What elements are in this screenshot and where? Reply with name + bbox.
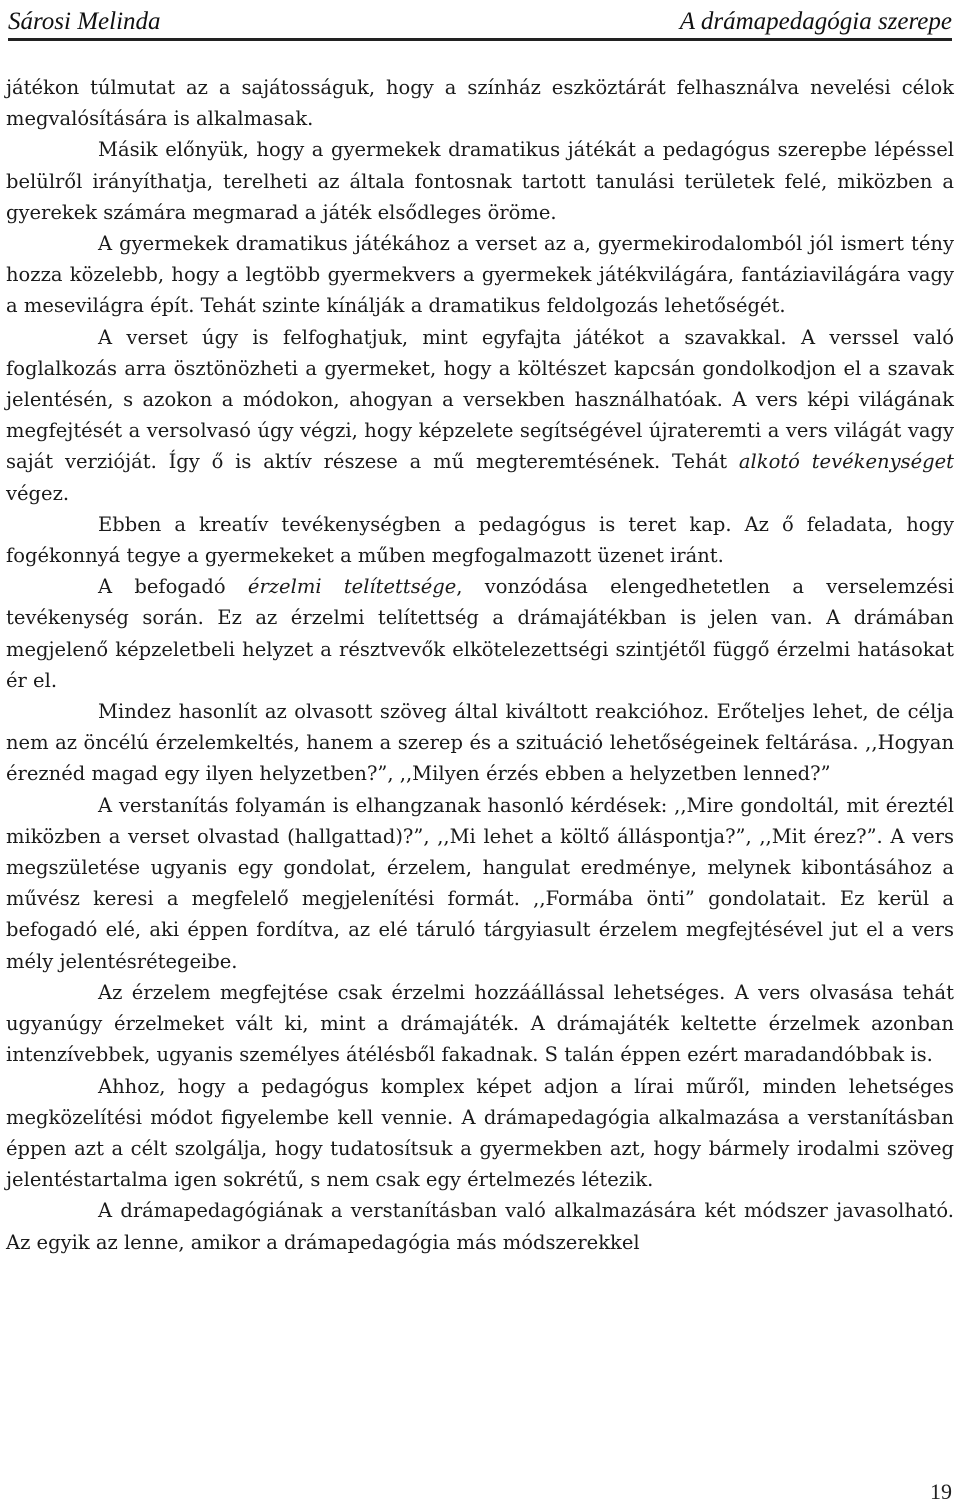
- paragraph: [6, 571, 954, 696]
- paragraph: Mindez hasonlít az olvasott szöveg által kiváltott reakcióhoz. Erőteljes lehet, de célja nem az öncélú érzelemkeltés, hanem a szerep és a szituáció lehetőségeinek feltárása. ,,Hogyan éreznéd magad egy ilyen helyzetben?”, ,,Milyen érzés ebben a helyzetben lenned?”: [6, 700, 954, 786]
- paragraph: [6, 322, 954, 509]
- paragraph: Másik előnyük, hogy a gyermekek dramatikus játékát a pedagógus szerepbe lépéssel belülről irányíthatja, terelheti az általa fontosnak tartott tanulási területek felé, miközben a gyerekek számára megmarad a játék elsődleges öröme.: [6, 138, 954, 224]
- running-header: [8, 0, 952, 41]
- page-number: 19: [930, 1479, 952, 1504]
- paragraph-text: A befogadó: [98, 575, 248, 599]
- paragraph: játékon túlmutat az a sajátosságuk, hogy a színház eszköztárát felhasználva nevelési célok megvalósítására is alkalmasak.: [6, 76, 954, 131]
- header-title: A drámapedagógia szerepe: [679, 8, 952, 35]
- paragraph-text: végez.: [6, 481, 70, 505]
- paragraph-text: , vonzódása elengedhetetlen a verselemzési tevékenység során. Ez az érzelmi telítettség a drámajátékban is jelen van. A drámában megjelenő képzeletbeli helyzet a résztvevők elkötelezettségi szintjétől függő érzelmi hatásokat ér el.: [6, 575, 955, 692]
- paragraph: A gyermekek dramatikus játékához a verset az a, gyermekirodalomból jól ismert tény hozza közelebb, hogy a legtöbb gyermekvers a gyermekek játékvilágára, fantáziavilágára vagy a mesevilágra épít. Tehát szinte kínálják a dramatikus feldolgozás lehetőségét.: [6, 232, 954, 318]
- emphasis: érzelmi telítettsége: [247, 575, 457, 599]
- paragraph: Ahhoz, hogy a pedagógus komplex képet adjon a lírai műről, minden lehetséges megközelítési módot figyelembe kell vennie. A drámapedagógia alkalmazása a verstanításban éppen azt a célt szolgálja, hogy tudatosítsuk a gyermekben azt, hogy bármely irodalmi szöveg jelentéstartalma igen sokrétű, s nem csak egy értelmezés létezik.: [6, 1074, 954, 1192]
- emphasis: alkotó tevékenységet: [738, 450, 954, 474]
- paragraph: Az érzelem megfejtése csak érzelmi hozzáállással lehetséges. A vers olvasása tehát ugyanúgy érzelmeket vált ki, mint a drámajáték. A drámajáték keltette érzelmek azonban intenzívebbek, ugyanis személyes átélésből fakadnak. S talán éppen ezért maradandóbbak is.: [6, 980, 954, 1067]
- paragraph: Ebben a kreatív tevékenységben a pedagógus is teret kap. Az ő feladata, hogy fogékonnyá tegye a gyermekeket a műben megfogalmazott üzenet iránt.: [6, 512, 954, 568]
- paragraph: A drámapedagógiának a verstanításban való alkalmazására két módszer javasolható. Az egyik az lenne, amikor a drámapedagógia más módszerekkel: [6, 1199, 954, 1254]
- body-text: [6, 72, 954, 1258]
- paragraph: A verstanítás folyamán is elhangzanak hasonló kérdések: ,,Mire gondoltál, mit éreztél miközben a verset olvastad (hallgattad)?”, ,,Mi lehet a költő álláspontja?”, ,,Mit érez?”. A vers megszületése ugyanis egy gondolat, érzelem, hangulat eredménye, melynek kibontásához a művész keresi a megfelelő megjelenítési formát. ,,Formába önti” gondolatait. Ez kerül a befogadó elé, aki éppen fordítva, az elé táruló tárgyiasult érzelem megfejtésével jut el a vers mély jelentésrétegeibe.: [6, 793, 954, 973]
- header-author: Sárosi Melinda: [8, 8, 161, 35]
- paragraph-text: A verset úgy is felfoghatjuk, mint egyfajta játékot a szavakkal. A verssel való foglalkozás arra ösztönözheti a gyermeket, hogy a költészet kapcsán gondolkodjon el a szavak jelentésén, s azokon a módokon, ahogyan a versekben használhatóak. A vers képi világának megfejtését a versolvasó úgy végzi, hogy képzelete segítségével újrateremti a vers világát vagy saját verzióját. Így ő is aktív részese a mű megteremtésének. Tehát: [6, 325, 954, 474]
